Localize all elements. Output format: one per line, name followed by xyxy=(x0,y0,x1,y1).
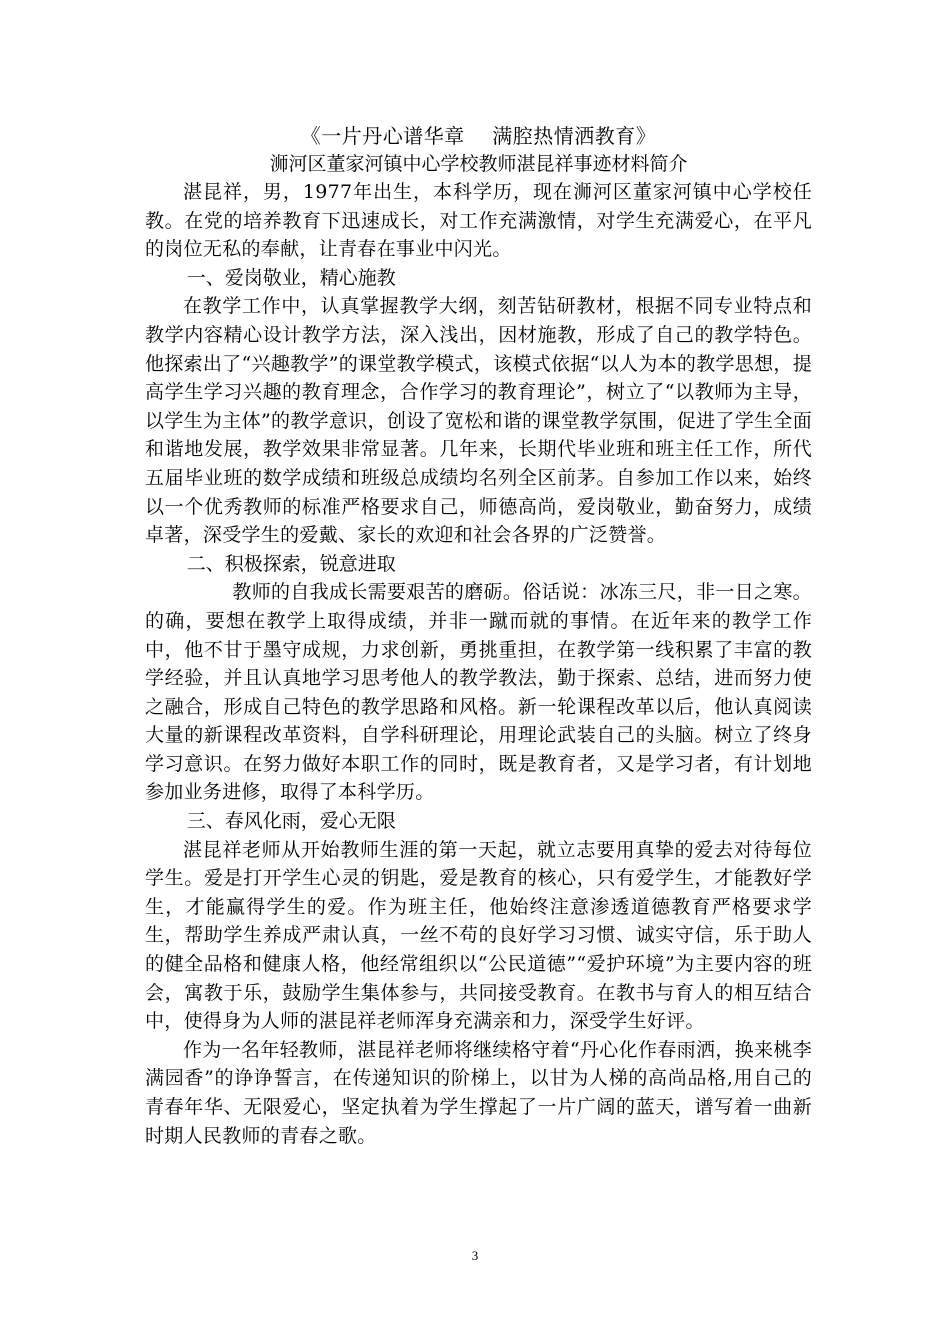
section-3-paragraph-2: 作为一名年轻教师，湛昆祥老师将继续格守着“丹心化作春雨洒，换来桃李满园香”的诤诤誓言，在传递知识的阶梯上，以甘为人梯的高尚品格,用自己的青春年华、无限爱心，坚定执着为学生撑起了一片广阔的蓝天，谱写着一曲新时期人民教师的青春之歌。 xyxy=(145,1038,812,1147)
section-2-paragraph: 教师的自我成长需要艰苦的磨砺。俗话说：冰冻三尺，非一日之寒。的确，要想在教学上取得成绩，并非一蹴而就的事情。在近年来的教学工作中，他不甘于墨守成规，力求创新，勇挑重担，在教学第一线积累了丰富的教学经验，并且认真地学习思考他人的教学教法，勤于探索、总结，进而努力使之融合，形成自己特色的教学思路和风格。新一轮课程改革以后，他认真阅读大量的新课程改革资料，自学科研理论，用理论武装自己的头脑。树立了终身学习意识。在努力做好本职工作的同时，既是教育者，又是学习者，有计划地参加业务进修，取得了本科学历。 xyxy=(145,581,812,804)
page-number: 3 xyxy=(471,1248,479,1263)
document-body xyxy=(145,122,812,1150)
document-title: 《一片丹心谱华章 满腔热情洒教育》 xyxy=(300,124,657,148)
section-1-paragraph: 在教学工作中，认真掌握教学大纲，刻苦钻研教材，根据不同专业特点和教学内容精心设计教学方法，深入浅出，因材施教，形成了自己的教学特色。他探索出了“兴趣教学”的课堂教学模式，该模式依据“以人为本的教学思想，提高学生学习兴趣的教育理念，合作学习的教育理论”，树立了“以教师为主导，以学生为主体”的教学意识，创设了宽松和谐的课堂教学氛围，促进了学生全面和谐地发展，教学效果非常显著。几年来，长期代毕业班和班主任工作，所代五届毕业班的数学成绩和班级总成绩均名列全区前茅。自参加工作以来，始终以一个优秀教师的标准严格要求自己，师德高尚，爱岗敬业，勤奋努力，成绩卓著，深受学生的爱戴、家长的欢迎和社会各界的广泛赞誉。 xyxy=(145,295,812,547)
section-3-paragraph-1: 湛昆祥老师从开始教师生涯的第一天起，就立志要用真挚的爱去对待每位学生。爱是打开学生心灵的钥匙，爱是教育的核心，只有爱学生，才能教好学生，才能赢得学生的爱。作为班主任，他始终注意渗透道德教育严格要求学生，帮助学生养成严肃认真，一丝不苟的良好学习习惯、诚实守信，乐于助人的健全品格和健康人格，他经常组织以“公民道德”“爱护环境”为主要内容的班会，寓教于乐，鼓励学生集体参与，共同接受教育。在教书与育人的相互结合中，使得身为人师的湛昆祥老师浑身充满亲和力，深受学生好评。 xyxy=(145,838,812,1033)
document-subtitle: 浉河区董家河镇中心学校教师湛昆祥事迹材料简介 xyxy=(269,153,688,175)
intro-paragraph: 湛昆祥，男，1977年出生，本科学历，现在浉河区董家河镇中心学校任教。在党的培养教育下迅速成长，对工作充满激情，对学生充满爱心，在平凡的岗位无私的奉献，让青春在事业中闪光。 xyxy=(145,181,812,261)
section-heading-2: 二、积极探索，锐意进取 xyxy=(186,552,396,575)
section-heading-3: 三、春风化雨，爱心无限 xyxy=(186,810,396,833)
section-heading-1: 一、爱岗敬业，精心施教 xyxy=(186,266,396,289)
